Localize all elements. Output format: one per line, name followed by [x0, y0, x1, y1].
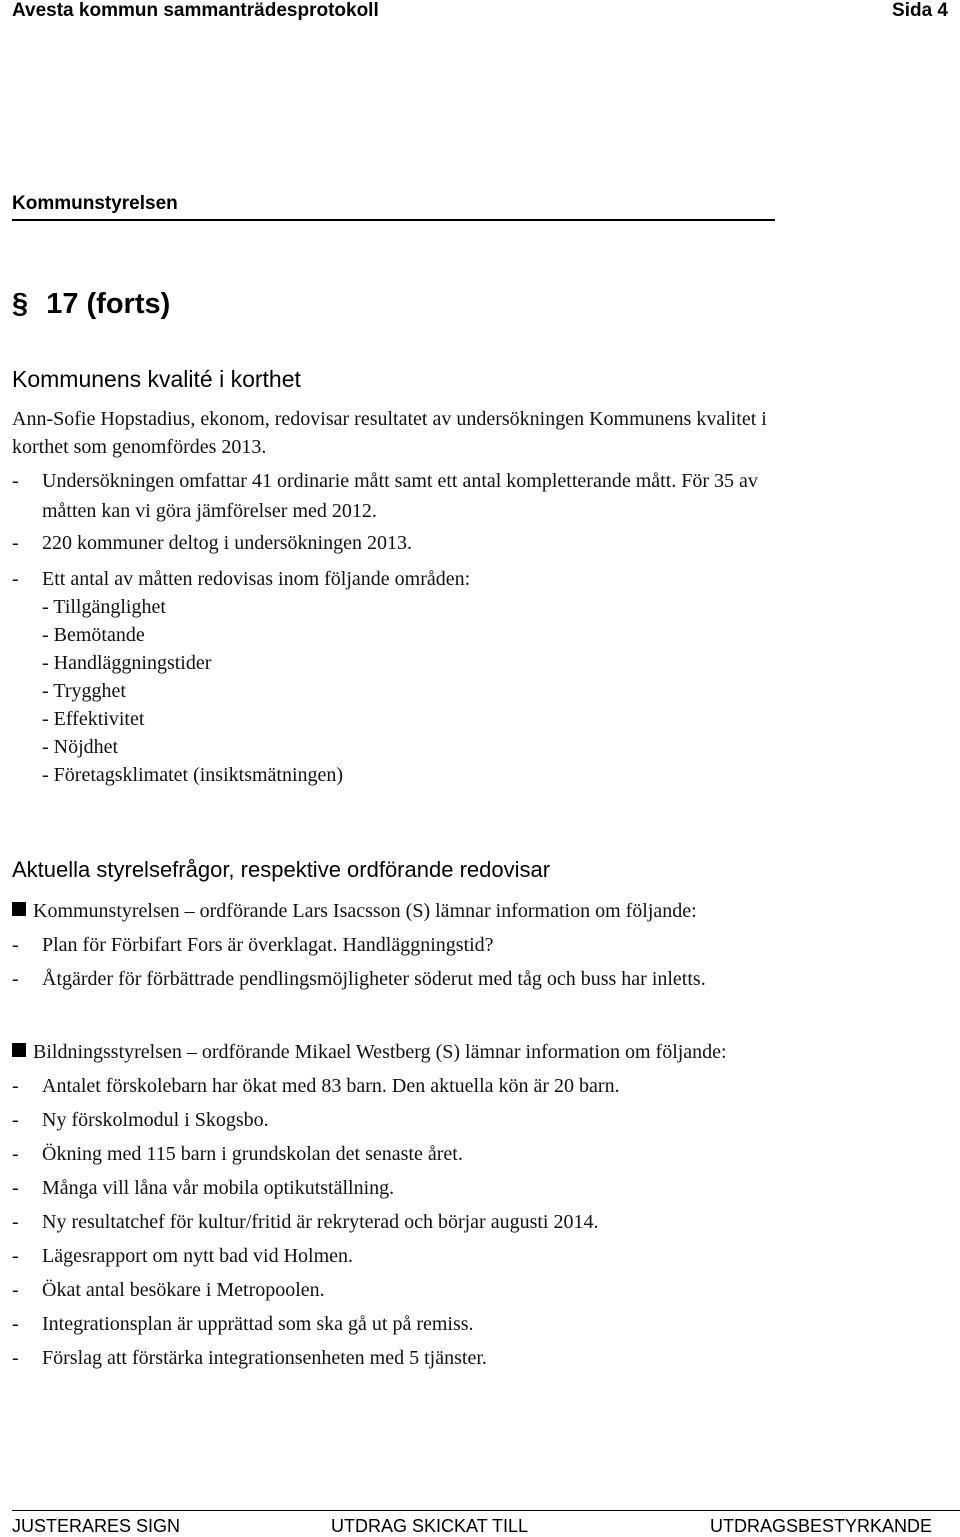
list-item-text: Många vill låna vår mobila optikutställning.: [42, 1177, 395, 1199]
dash-marker: -: [12, 1279, 19, 1301]
list-item-text: Lägesrapport om nytt bad vid Holmen.: [42, 1245, 354, 1267]
footer-sent-label: UTDRAG SKICKAT TILL: [331, 1516, 529, 1536]
dash-marker: -: [12, 470, 19, 492]
intro-line: Ann-Sofie Hopstadius, ekonom, redovisar resultatet av undersökningen Kommunens kvalitet i: [12, 408, 767, 430]
dash-marker: -: [12, 1143, 19, 1165]
list-item-text: Ny resultatchef för kultur/fritid är rekryterad och börjar augusti 2014.: [42, 1211, 599, 1233]
dash-marker: -: [12, 1211, 19, 1233]
board-heading: Aktuella styrelsefrågor, respektive ordförande redovisar: [12, 857, 551, 882]
list-item-text: måtten kan vi göra jämförelser med 2012.: [42, 500, 377, 522]
section-heading: [12, 288, 170, 321]
list-item-text: Antalet förskolebarn har ökat med 83 barn. Den aktuella kön är 20 barn.: [42, 1075, 620, 1097]
area-item: - Bemötande: [42, 624, 145, 646]
square-bullet-icon: [12, 1043, 26, 1057]
list-item-text: Integrationsplan är upprättad som ska gå ut på remiss.: [42, 1313, 474, 1335]
dash-marker: -: [12, 1245, 19, 1267]
footer-signature-label: JUSTERARES SIGN: [12, 1516, 181, 1536]
dash-marker: -: [12, 1177, 19, 1199]
list-item-text: Ökning med 115 barn i grundskolan det senaste året.: [42, 1143, 463, 1165]
footer-rule: [12, 1510, 960, 1511]
list-item-text: 220 kommuner deltog i undersökningen 2013.: [42, 532, 412, 554]
area-item: - Effektivitet: [42, 708, 145, 730]
list-item-text: Ny förskolmodul i Skogsbo.: [42, 1109, 269, 1131]
group-intro-text: Bildningsstyrelsen – ordförande Mikael Westberg (S) lämnar information om följande:: [33, 1041, 727, 1063]
intro-line: korthet som genomfördes 2013.: [12, 436, 267, 458]
dash-marker: -: [12, 568, 19, 590]
dash-marker: -: [12, 1109, 19, 1131]
area-item: - Trygghet: [42, 680, 126, 702]
section-number: 17 (forts): [46, 288, 171, 320]
area-item: - Handläggningstider: [42, 652, 212, 674]
dash-marker: -: [12, 968, 19, 990]
group-intro: [12, 900, 697, 923]
area-item: - Tillgänglighet: [42, 596, 166, 618]
list-item-text: Åtgärder för förbättrade pendlingsmöjligheter söderut med tåg och buss har inletts.: [42, 968, 706, 990]
square-bullet-icon: [12, 902, 26, 916]
document-title: Avesta kommun sammanträdesprotokoll: [12, 0, 379, 21]
list-item-text: Plan för Förbifart Fors är överklagat. Handläggningstid?: [42, 934, 494, 956]
list-item-text: Undersökningen omfattar 41 ordinarie mått samt ett antal kompletterande mått. För 35 av: [42, 470, 758, 492]
area-item: - Företagsklimatet (insiktsmätningen): [42, 764, 344, 786]
dash-marker: -: [12, 934, 19, 956]
dash-marker: -: [12, 1313, 19, 1335]
dash-marker: -: [12, 1075, 19, 1097]
list-item-text: Ökat antal besökare i Metropoolen.: [42, 1279, 325, 1301]
dash-marker: -: [12, 1347, 19, 1369]
committee-name: Kommunstyrelsen: [12, 193, 178, 214]
committee-underline: [12, 219, 775, 221]
area-item: - Nöjdhet: [42, 736, 119, 758]
group-intro: [12, 1041, 727, 1064]
dash-marker: -: [12, 532, 19, 554]
paragraph-symbol: §: [12, 288, 29, 320]
list-item-text: Ett antal av måtten redovisas inom följande områden:: [42, 568, 471, 590]
footer-certification-label: UTDRAGSBESTYRKANDE: [709, 1516, 932, 1536]
group-intro-text: Kommunstyrelsen – ordförande Lars Isacsson (S) lämnar information om följande:: [33, 900, 697, 922]
topic-title: Kommunens kvalité i korthet: [12, 366, 301, 392]
list-item-text: Förslag att förstärka integrationsenheten med 5 tjänster.: [42, 1347, 487, 1369]
page-number: Sida 4: [892, 0, 948, 21]
